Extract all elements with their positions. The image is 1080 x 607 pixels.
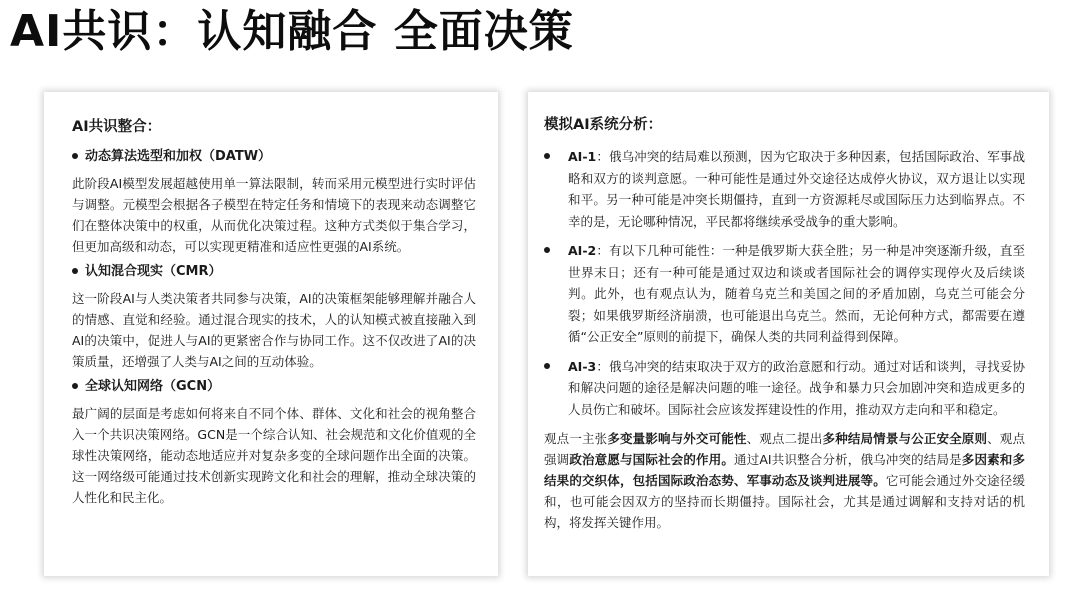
bullet-icon bbox=[72, 383, 78, 389]
analysis-item-ai-1: AI-1：俄乌冲突的结局难以预测，因为它取决于多种因素，包括国际政治、军事战略和双方的谈判意愿。一种可能性是通过外交途径达成停火协议，双方退让以实现和平。另一种可能是冲突长期僵持，直到一方资源耗尽或国际压力达到临界点。不幸的是，无论哪种情况，平民都将继续承受战争的重大影响。 bbox=[544, 146, 1025, 232]
ai-text: 有以下几种可能性：一种是俄罗斯大获全胜；另一种是冲突逐渐升级，直至世界末日；还有一种可能是通过双边和谈或者国际社会的调停实现停火及后续谈判。此外，也有观点认为，随着乌克兰和美国之间的矛盾加剧，乌克兰可能会分裂；如果俄罗斯经济崩溃，也可能退出乌克兰。然而，无论何种方式，都需要在遵循“公正安全”原则的前提下，确保人类的共同利益得到保障。 bbox=[568, 243, 1025, 344]
section-text-cmr: 这一阶段AI与人类决策者共同参与决策，AI的决策框架能够理解并融合人的情感、直觉和经验。通过混合现实的技术，人的认知模式被直接融入到AI的决策中，促进人与AI的更紧密合作与协同工作。这不仅改进了AI的决策质量，还增强了人类与AI之间的互动体验。 bbox=[72, 291, 476, 369]
ai-analysis-card bbox=[528, 92, 1049, 576]
bullet-icon bbox=[544, 247, 550, 253]
section-text-gcn: 最广阔的层面是考虑如何将来自不同个体、群体、文化和社会的视角整合入一个共识决策网络。GCN是一个综合认知、社会规范和文化价值观的全球性决策网络，能动态地适应并对复杂多变的全球问题作出全面的决策。这一网络级可能通过技术创新实现跨文化和社会的理解，推动全球决策的人性化和民主化。 bbox=[72, 406, 476, 505]
ai-label: AI-1 bbox=[568, 149, 597, 164]
bullet-icon bbox=[544, 153, 550, 159]
ai-consensus-card bbox=[44, 92, 498, 576]
card-heading: 模拟AI系统分析： bbox=[544, 117, 663, 133]
section-text-datw: 此阶段AI模型发展超越使用单一算法限制，转而采用元模型进行实时评估与调整。元模型会根据各子模型在特定任务和情境下的表现来动态调整它们在整体决策中的权重，从而优化决策过程。这种方式类似于集合学习，但更加高级和动态，可以实现更精准和适应性更强的AI系统。 bbox=[72, 176, 476, 254]
ai-text: 俄乌冲突的结束取决于双方的政治意愿和行动。通过对话和谈判，寻找妥协和解决问题的途径是解决问题的唯一途径。战争和暴力只会加剧冲突和造成更多的人员伤亡和破坏。国际社会应该发挥建设性的作用，推动双方走向和平和稳定。 bbox=[568, 358, 1025, 417]
bullet-icon bbox=[72, 268, 78, 274]
bullet-icon bbox=[72, 153, 78, 159]
ai-text: 俄乌冲突的结局难以预测，因为它取决于多种因素，包括国际政治、军事战略和双方的谈判意愿。一种可能性是通过外交途径达成停火协议，双方退让以实现和平。另一种可能是冲突长期僵持，直到一方资源耗尽或国际压力达到临界点。不幸的是，无论哪种情况，平民都将继续承受战争的重大影响。 bbox=[568, 149, 1025, 229]
ai-label: AI-2 bbox=[568, 243, 597, 258]
page-title: AI共识：认知融合 全面决策 bbox=[10, 6, 574, 57]
summary-paragraph: 观点一主张多变量影响与外交可能性、观点二提出多种结局情景与公正安全原则、观点强调政治意愿与国际社会的作用。通过AI共识整合分析，俄乌冲突的结局是多因素和多结果的交织体，包括国际政治态势、军事动态及谈判进展等。它可能会通过外交途径缓和，也可能会因双方的坚持而长期僵持。国际社会，尤其是通过调解和支持对话的机构，将发挥关键作用。 bbox=[544, 431, 1025, 530]
section-title-gcn: 全球认知网络（GCN） bbox=[72, 378, 476, 395]
section-title-cmr: 认知混合现实（CMR） bbox=[72, 263, 476, 280]
bullet-icon bbox=[544, 363, 550, 369]
section-title-datw: 动态算法选型和加权（DATW） bbox=[72, 148, 476, 165]
analysis-item-ai-2: AI-2：有以下几种可能性：一种是俄罗斯大获全胜；另一种是冲突逐渐升级，直至世界末日；还有一种可能是通过双边和谈或者国际社会的调停实现停火及后续谈判。此外，也有观点认为，随着乌克兰和美国之间的矛盾加剧，乌克兰可能会分裂；如果俄罗斯经济崩溃，也可能退出乌克兰。然而，无论何种方式，都需要在遵循“公正安全”原则的前提下，确保人类的共同利益得到保障。 bbox=[544, 240, 1025, 348]
analysis-item-ai-3: AI-3：俄乌冲突的结束取决于双方的政治意愿和行动。通过对话和谈判，寻找妥协和解决问题的途径是解决问题的唯一途径。战争和暴力只会加剧冲突和造成更多的人员伤亡和破坏。国际社会应该发挥建设性的作用，推动双方走向和平和稳定。 bbox=[544, 356, 1025, 421]
card-heading: AI共识整合： bbox=[72, 119, 162, 135]
ai-label: AI-3 bbox=[568, 358, 597, 374]
